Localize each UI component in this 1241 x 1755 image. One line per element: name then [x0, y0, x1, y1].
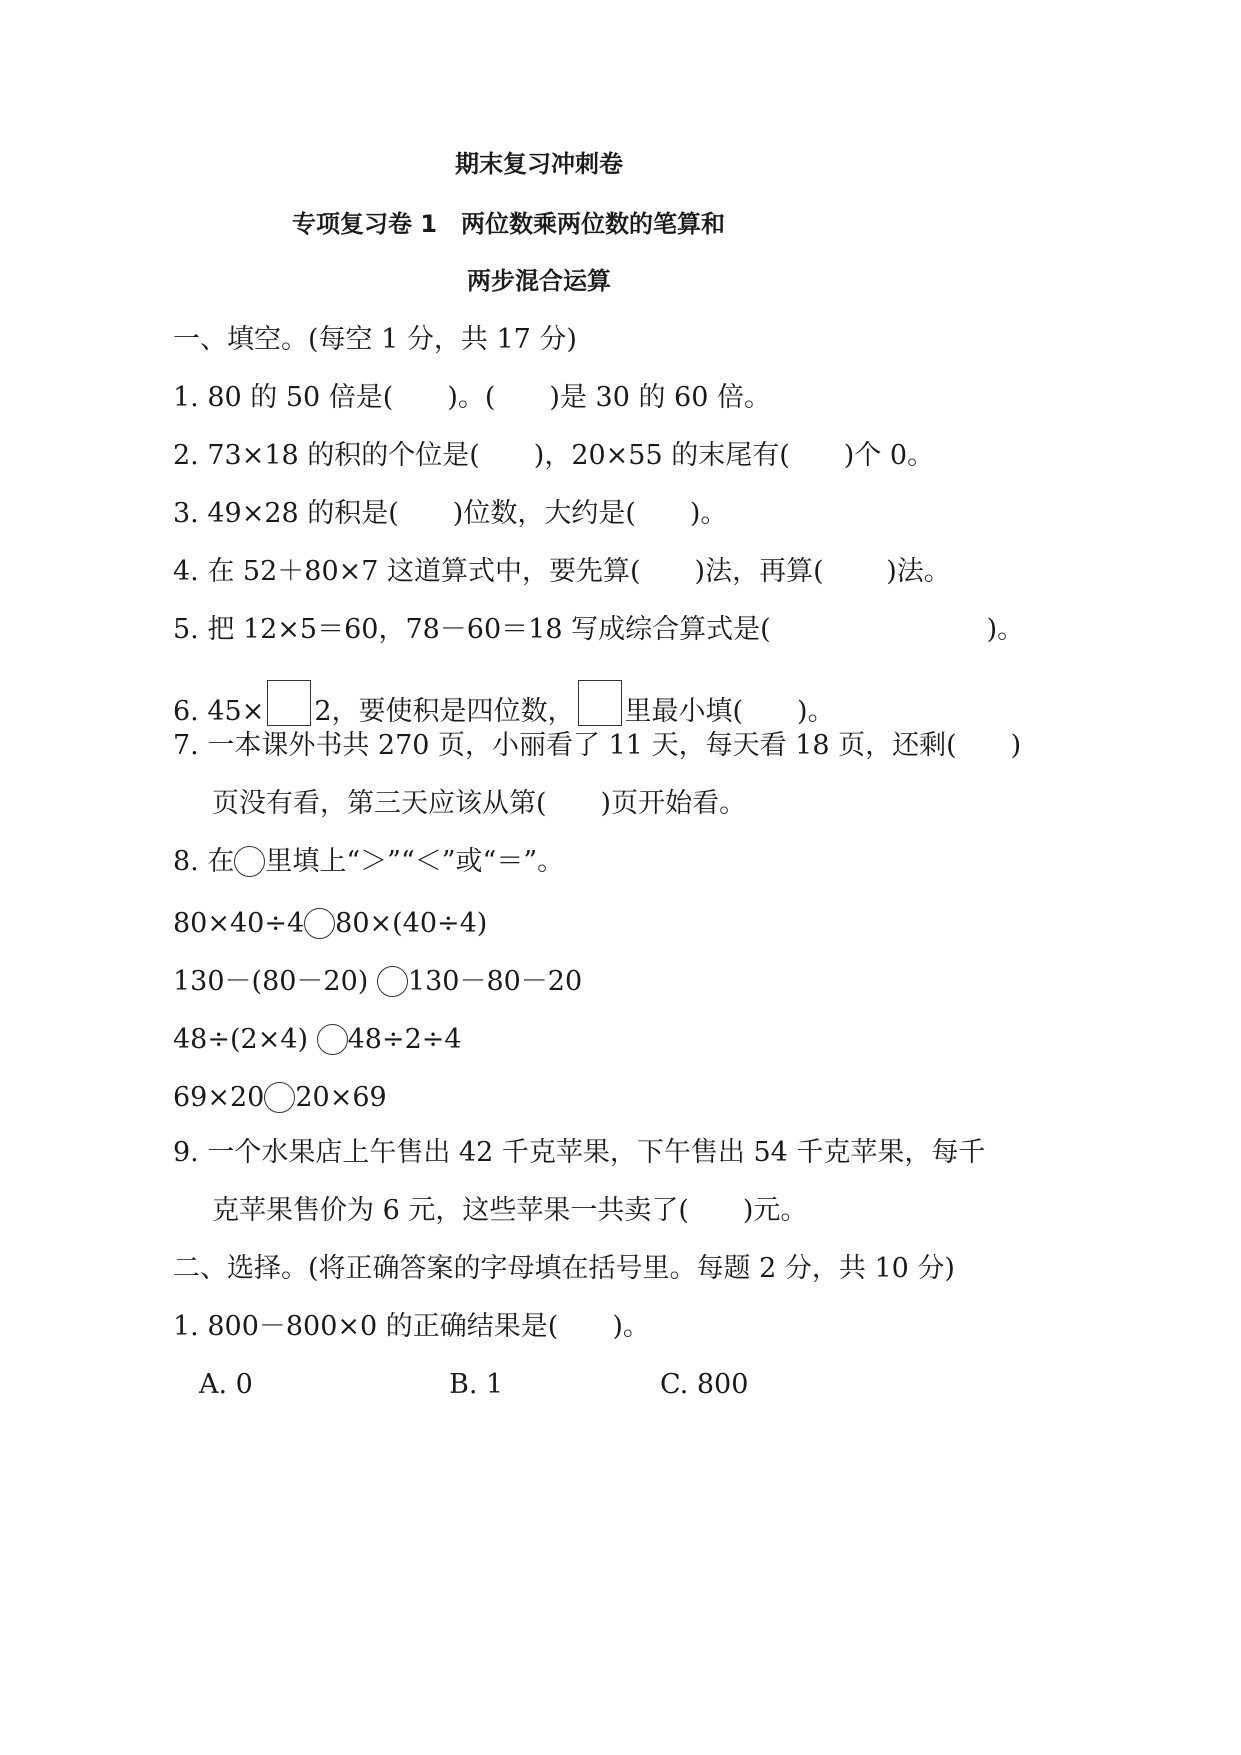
exam-subtitle-line2: 两步混合运算: [467, 267, 611, 295]
compare-left: 48÷(2×4): [173, 1024, 317, 1055]
compare-right: 130－80－20: [407, 966, 583, 997]
section2-heading: 二、选择。(将正确答案的字母填在括号里。每题 2 分，共 10 分): [173, 1253, 955, 1284]
question-1-6-part-c: 里最小填( )。: [624, 696, 835, 727]
blank-square: [267, 680, 311, 726]
question-1-3: 3. 49×28 的积是( )位数，大约是( )。: [173, 498, 728, 529]
compare-row-4: [173, 1080, 387, 1116]
exam-subtitle-line1: 专项复习卷 1 两位数乘两位数的笔算和: [292, 210, 726, 238]
compare-right: 48÷2÷4: [347, 1024, 462, 1055]
option-b: B. 1: [449, 1369, 504, 1400]
question-1-4: 4. 在 52＋80×7 这道算式中，要先算( )法，再算( )法。: [173, 556, 951, 587]
compare-circle: [304, 908, 335, 939]
compare-circle: [377, 966, 408, 997]
compare-circle: [264, 1082, 295, 1113]
option-c: C. 800: [660, 1369, 749, 1400]
question-1-2: 2. 73×18 的积的个位是( )，20×55 的末尾有( )个 0。: [173, 440, 935, 471]
question-1-9-line1: 9. 一个水果店上午售出 42 千克苹果，下午售出 54 千克苹果，每千: [173, 1137, 986, 1168]
question-1-6: [173, 680, 835, 730]
compare-right: 20×69: [295, 1082, 387, 1113]
compare-circle: [317, 1024, 348, 1055]
question-1-1: 1. 80 的 50 倍是( )。( )是 30 的 60 倍。: [173, 382, 771, 413]
question-2-1: 1. 800－800×0 的正确结果是( )。: [173, 1311, 650, 1342]
question-1-7-line2: 页没有看，第三天应该从第( )页开始看。: [212, 788, 747, 819]
compare-right: 80×(40÷4): [335, 908, 488, 939]
compare-row-1: [173, 906, 487, 942]
question-1-7-line1: 7. 一本课外书共 270 页，小丽看了 11 天，每天看 18 页，还剩( ): [173, 730, 1022, 761]
compare-row-3: [173, 1022, 462, 1058]
question-1-6-part-b: 2，要使积是四位数，: [314, 696, 575, 727]
question-1-8: [173, 844, 564, 880]
compare-left: 80×40÷4: [173, 908, 305, 939]
compare-left: 130－(80－20): [173, 966, 377, 997]
compare-row-2: [173, 964, 582, 1000]
question-1-5: 5. 把 12×5＝60，78－60＝18 写成综合算式是( )。: [173, 614, 1025, 645]
question-1-6-part-a: 6. 45×: [173, 696, 265, 727]
blank-circle: [234, 846, 265, 877]
compare-left: 69×20: [173, 1082, 265, 1113]
question-1-8-part-a: 8. 在: [173, 846, 235, 877]
exam-title: 期末复习冲刺卷: [455, 150, 623, 178]
question-1-8-part-b: 里填上“＞”“＜”或“＝”。: [265, 846, 565, 877]
option-a: A. 0: [199, 1369, 253, 1400]
question-1-9-line2: 克苹果售价为 6 元，这些苹果一共卖了( )元。: [212, 1195, 808, 1226]
blank-square: [578, 680, 622, 726]
section1-heading: 一、填空。(每空 1 分，共 17 分): [173, 324, 577, 355]
